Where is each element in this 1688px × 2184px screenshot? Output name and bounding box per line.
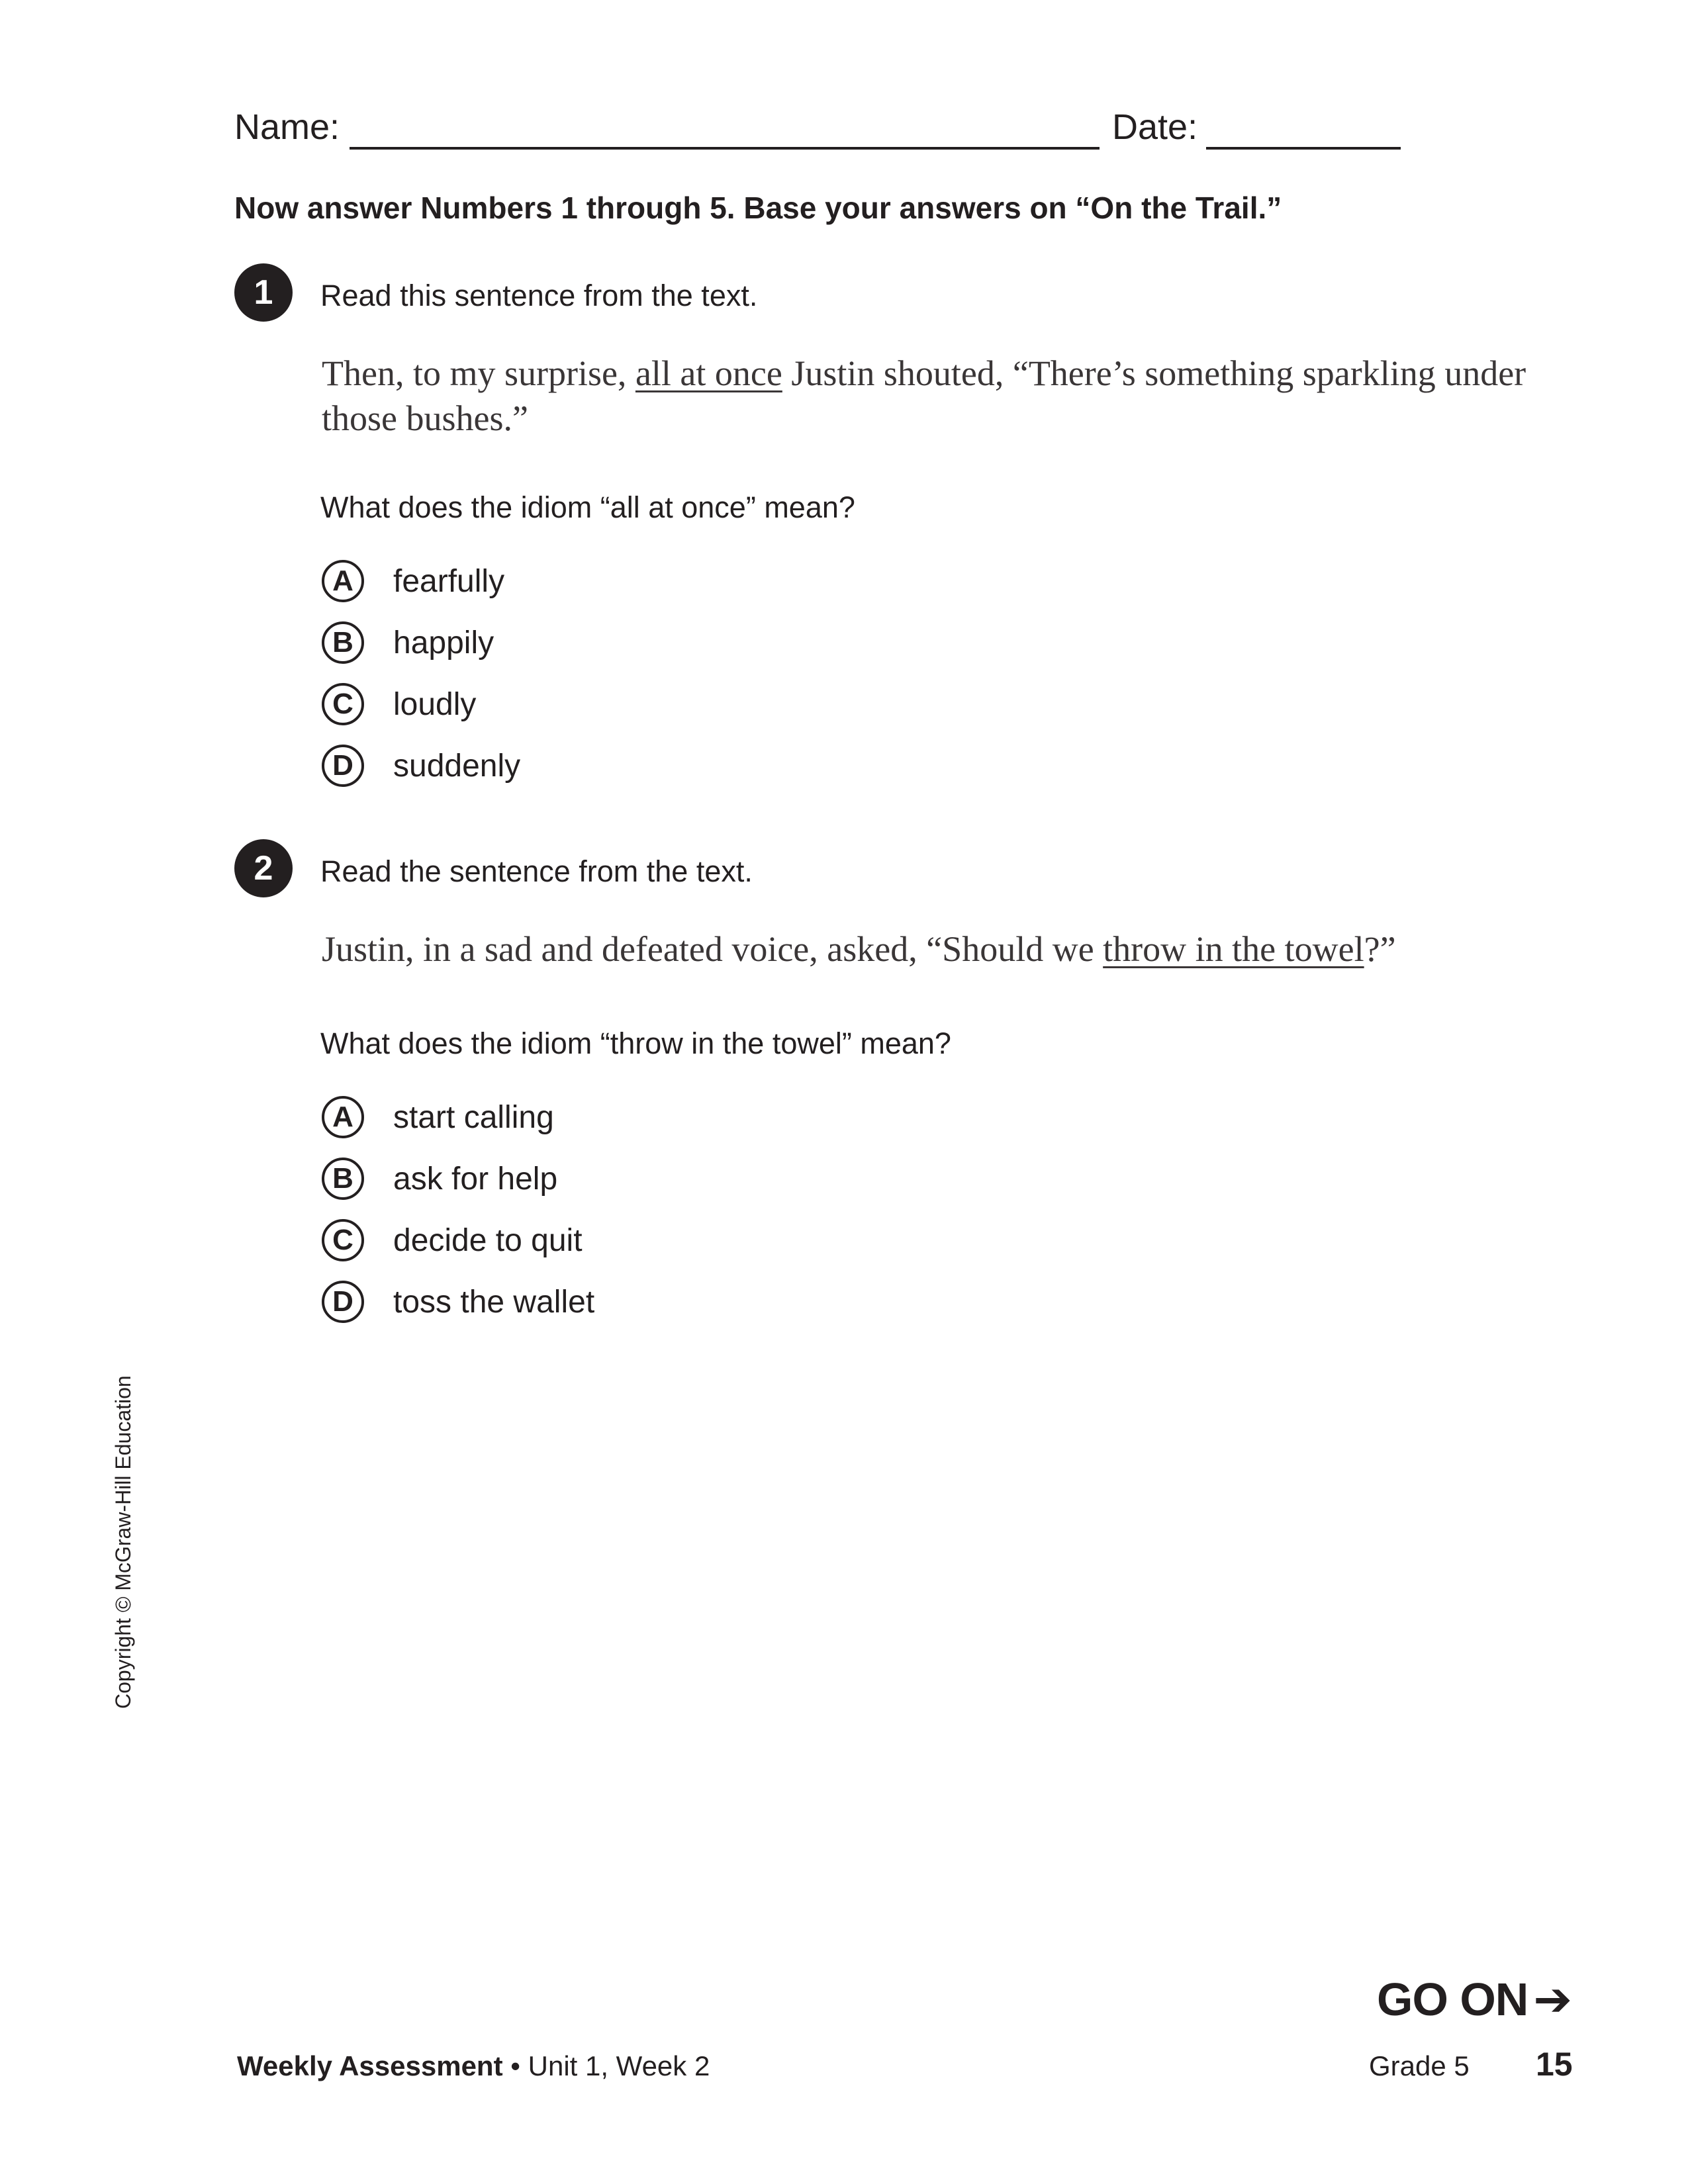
footer-assessment [237, 2050, 710, 2082]
question-text: What does the idiom “all at once” mean? [320, 490, 855, 524]
separator: • [502, 2050, 528, 2081]
assessment-title: Weekly Assessment [237, 2050, 503, 2081]
answer-text: ask for help [393, 1161, 558, 1197]
answer-text: suddenly [393, 748, 521, 784]
name-label: Name: [234, 107, 340, 147]
answer-bubble[interactable]: C [322, 1219, 364, 1261]
underlined-idiom: throw in the towel [1103, 929, 1364, 969]
quoted-sentence [322, 927, 1526, 972]
quote-text: ?” [1364, 929, 1396, 969]
answer-choice[interactable] [322, 1154, 557, 1204]
answer-choice[interactable] [322, 1277, 594, 1327]
answer-bubble[interactable]: B [322, 1158, 364, 1200]
quote-text: Justin shouted, “There’s something sparkling under those bushes.” [322, 353, 1526, 438]
page-number: 15 [1536, 2046, 1573, 2083]
answer-text: fearfully [393, 563, 505, 599]
answer-text: decide to quit [393, 1222, 583, 1258]
question-text: What does the idiom “throw in the towel” mean? [320, 1026, 951, 1060]
answer-choice[interactable] [322, 556, 504, 606]
answer-text: toss the wallet [393, 1284, 595, 1320]
answer-bubble[interactable]: C [322, 683, 364, 725]
answer-bubble[interactable]: B [322, 621, 364, 664]
answer-choice[interactable] [322, 679, 476, 729]
copyright-text: Copyright © McGraw-Hill Education [111, 1375, 135, 1709]
underlined-idiom: all at once [635, 353, 782, 393]
quoted-sentence [322, 351, 1526, 441]
question-prompt: Read this sentence from the text. [320, 279, 758, 312]
go-on-label: GO ON [1377, 1974, 1528, 2025]
answer-choice[interactable] [322, 741, 520, 791]
answer-text: happily [393, 625, 494, 660]
answer-text: start calling [393, 1099, 554, 1135]
quote-text: Then, to my surprise, [322, 353, 635, 393]
answer-text: loudly [393, 686, 477, 722]
instructions: Now answer Numbers 1 through 5. Base your answers on “On the Trail.” [234, 191, 1282, 225]
answer-bubble[interactable]: D [322, 745, 364, 787]
answer-choice[interactable] [322, 1092, 554, 1142]
question-number-badge: 2 [234, 839, 293, 897]
question-number-badge: 1 [234, 263, 293, 322]
go-on-indicator [1377, 1972, 1571, 2026]
unit-week: Unit 1, Week 2 [528, 2050, 710, 2081]
answer-choice[interactable] [322, 617, 494, 668]
question-prompt: Read the sentence from the text. [320, 854, 753, 888]
answer-bubble[interactable]: D [322, 1281, 364, 1323]
grade-label: Grade 5 [1369, 2050, 1470, 2081]
name-field[interactable] [350, 147, 1100, 150]
date-label: Date: [1112, 107, 1198, 147]
answer-bubble[interactable]: A [322, 1096, 364, 1138]
answer-bubble[interactable]: A [322, 560, 364, 602]
answer-choice[interactable] [322, 1215, 583, 1265]
quote-text: Justin, in a sad and defeated voice, asked, “Should we [322, 929, 1103, 969]
arrow-right-icon: ➔ [1533, 1974, 1572, 2025]
date-field[interactable] [1206, 147, 1401, 150]
